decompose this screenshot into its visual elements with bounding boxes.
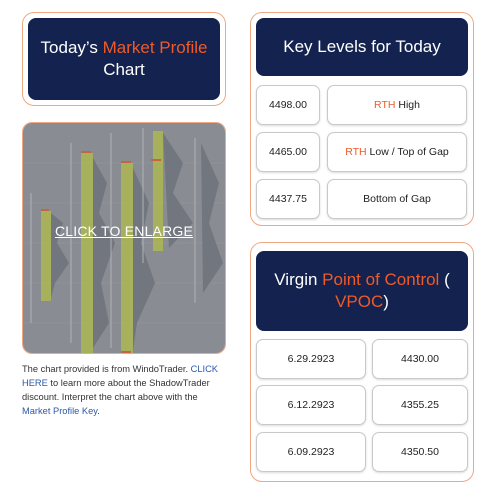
caption-text-3: . [97,406,100,416]
vpoc-date: 6.12.2923 [256,385,366,425]
caption-text-1: The chart provided is from WindoTrader. [22,364,191,374]
chart-caption [22,362,228,418]
vpoc-title-suffix: ) [383,292,389,311]
vpoc-panel [250,242,474,482]
vpoc-title-prefix: Virgin [274,270,323,289]
click-here-link[interactable]: CLICK HERE [22,364,219,388]
vpoc-value: 4430.00 [372,339,468,379]
vpoc-title-mid: ( [439,270,450,289]
market-profile-title [28,18,220,100]
vpoc-value: 4350.50 [372,432,468,472]
key-level-label-rest: Bottom of Gap [363,193,431,205]
vpoc-date: 6.09.2923 [256,432,366,472]
click-to-enlarge-link[interactable]: CLICK TO ENLARGE [54,223,194,239]
caption-text-2: to learn more about the ShadowTrader discount. Interpret the chart above with the [22,378,210,402]
vpoc-title-accent: Point of Control [322,270,440,289]
market-profile-header-panel [22,12,226,106]
key-level-value: 4465.00 [256,132,320,172]
key-level-label-rest: High [395,99,420,111]
key-levels-title: Key Levels for Today [256,18,468,76]
key-level-value: 4498.00 [256,85,320,125]
title-prefix: Today’s [40,38,103,57]
key-level-label [327,132,467,172]
vpoc-date: 6.29.2923 [256,339,366,379]
title-accent: Market Profile [102,38,208,57]
key-level-label-accent: RTH [374,99,396,111]
key-level-label-accent: RTH [345,146,367,158]
vpoc-value: 4355.25 [372,385,468,425]
market-profile-chart-thumbnail[interactable] [22,122,226,354]
key-level-label [327,85,467,125]
vpoc-title [256,251,468,331]
key-levels-panel [250,12,474,226]
market-profile-key-link[interactable]: Market Profile Key [22,406,98,416]
key-level-value: 4437.75 [256,179,320,219]
key-level-label [327,179,467,219]
vpoc-title-accent-2: VPOC [335,292,384,311]
key-level-label-rest: Low / Top of Gap [366,146,449,158]
title-suffix: Chart [103,60,145,79]
